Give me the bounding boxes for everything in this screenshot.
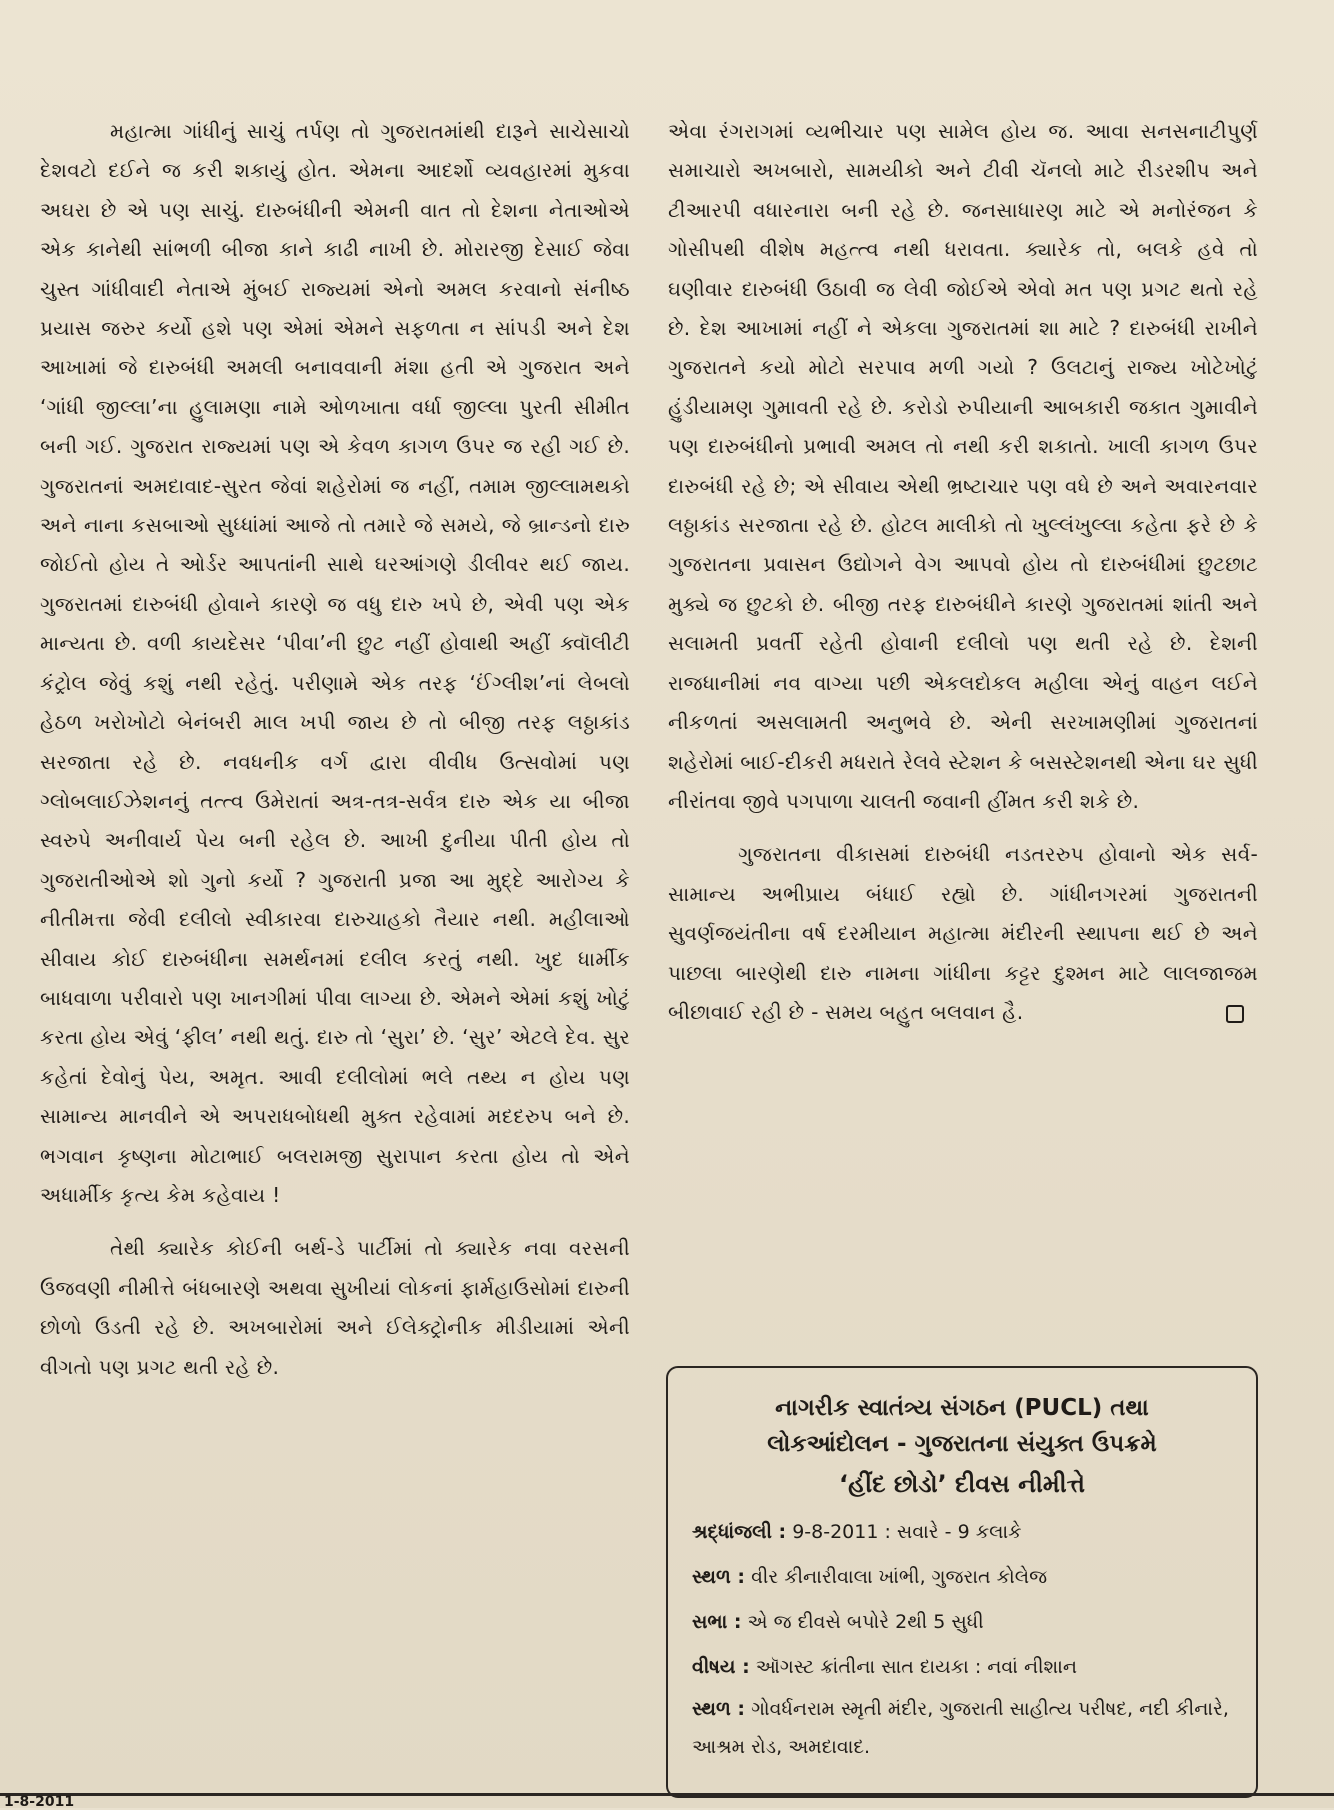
notice-value: 9-8-2011 : સવારે - 9 કલાકે [792, 1521, 1022, 1543]
notice-heading: લોકઆંદોલન - ગુજરાતના સંયુક્ત ઉપક્રમે [767, 1431, 1157, 1457]
notice-value: વીર કીનારીવાલા ખાંભી, ગુજરાત કોલેજ [751, 1566, 1048, 1588]
notice-label: સભા : [692, 1611, 742, 1633]
notice-row [692, 1510, 1232, 1555]
event-notice-box [666, 1366, 1258, 1798]
notice-row [692, 1555, 1232, 1600]
left-column [40, 112, 630, 1387]
notice-subheading: ‘હીંદ છોડો’ દીવસ નીમીત્તે [839, 1470, 1085, 1498]
notice-value: એ જ દીવસે બપોરે 2થી 5 સુધી [747, 1611, 984, 1633]
footer-divider [0, 1793, 1334, 1796]
footer-date: 1-8-2011 [4, 1794, 75, 1810]
end-of-article-icon [1226, 1005, 1244, 1023]
notice-label: વીષય : [692, 1656, 750, 1678]
notice-value: ઑગસ્ટ ક્રાંતીના સાત દાયકા : નવાં નીશાન [755, 1656, 1078, 1678]
notice-row [692, 1645, 1232, 1690]
notice-heading: નાગરીક સ્વાતંત્ર્ય સંગઠન (PUCL) તથા [775, 1395, 1149, 1421]
notice-label: શ્રદ્ધાંજલી : [692, 1521, 787, 1543]
notice-label: સ્થળ : [692, 1698, 746, 1720]
right-column [668, 112, 1258, 1032]
notice-row [692, 1690, 1232, 1766]
notice-label: સ્થળ : [692, 1566, 746, 1588]
article-paragraph: તેથી ક્યારેક કોઈની બર્થ-ડે પાર્ટીમાં તો ક્યારેક નવા વરસની ઉજવણી નીમીત્તે બંધબારણે અથવા સુખીયાં લોકનાં ફાર્મહાઉસોમાં દારુની છોળો ઉડતી રહે છે. અખબારોમાં અને ઈલેક્ટ્રોનીક મીડીયામાં એની વીગતો પણ પ્રગટ થતી રહે છે. [40, 1236, 630, 1379]
article-paragraph: એવા રંગરાગમાં વ્યભીચાર પણ સામેલ હોય જ. આવા સનસનાટીપુર્ણ સમાચારો અખબારો, સામયીકો અને ટીવી ચૅનલો માટે રીડરશીપ અને ટીઆરપી વધારનારા બની રહે છે. જનસાધારણ માટે એ મનોરંજન કે ગોસીપથી વીશેષ મહત્ત્વ નથી ધરાવતા. ક્યારેક તો, બલકે હવે તો ઘણીવાર દારુબંધી ઉઠાવી જ લેવી જોઈએ એવો મત પણ પ્રગટ થતો રહે છે. દેશ આખામાં નહીં ને એકલા ગુજરાતમાં શા માટે ? દારુબંધી રાખીને ગુજરાતને કયો મોટો સરપાવ મળી ગયો ? ઉલટાનું રાજ્ય ખોટેખોટું હુંડીયામણ ગુમાવતી રહે છે. કરોડો રુપીયાની આબકારી જકાત ગુમાવીને પણ દારુબંધીનો પ્રભાવી અમલ તો નથી કરી શકાતો. ખાલી કાગળ ઉપર દારુબંધી રહે છે; એ સીવાય એથી ભ્રષ્ટાચાર પણ વધે છે અને અવારનવાર લઠ્ઠાકાંડ સરજાતા રહે છે. હોટલ માલીકો તો ખુલ્લંખુલ્લા કહેતા ફરે છે કે ગુજરાતના પ્રવાસન ઉદ્યોગને વેગ આપવો હોય તો દારુબંધીમાં છુટછાટ મુક્યે જ છુટકો છે. બીજી તરફ દારુબંધીને કારણે ગુજરાતમાં શાંતી અને સલામતી પ્રવર્તી રહેતી હોવાની દલીલો પણ થતી રહે છે. દેશની રાજધાનીમાં નવ વાગ્યા પછી એકલદોકલ મહીલા એનું વાહન લઈને નીકળતાં અસલામતી અનુભવે છે. એની સરખામણીમાં ગુજરાતનાં શહેરોમાં બાઈ-દીકરી મધરાતે રેલવે સ્ટેશન કે બસસ્ટેશનથી એના ઘર સુધી નીરાંતવા જીવે પગપાળા ચાલતી જવાની હીંમત કરી શકે છે. [668, 119, 1258, 813]
closing-text: ગુજરાતના વીકાસમાં દારુબંધી નડતરરુપ હોવાનો એક સર્વ-સામાન્ય અભીપ્રાય બંધાઈ રહ્યો છે. ગાંધીનગરમાં ગુજરાતની સુવર્ણજયંતીના વર્ષ દરમીયાન મહાત્મા મંદીરની સ્થાપના થઈ છે અને પાછલા બારણેથી દારુ નામના ગાંધીના કટ્ટર દુશ્મન માટે લાલજાજમ બીછાવાઈ રહી છે - સમય બહુત બલવાન હૈ. [668, 842, 1258, 1024]
notice-row [692, 1600, 1232, 1645]
article-paragraph: મહાત્મા ગાંધીનું સાચું તર્પણ તો ગુજરાતમાંથી દારૂને સાચેસાચો દેશવટો દઈને જ કરી શકાયું હોત. એમના આદર્શો વ્યવહારમાં મુકવા અઘરા છે એ પણ સાચું. દારુબંધીની એમની વાત તો દેશના નેતાઓએ એક કાનેથી સાંભળી બીજા કાને કાઢી નાખી છે. મોરારજી દેસાઈ જેવા ચુસ્ત ગાંધીવાદી નેતાએ મુંબઈ રાજ્યમાં એનો અમલ કરવાનો સંનીષ્ઠ પ્રયાસ જરુર કર્યો હશે પણ એમાં એમને સફળતા ન સાંપડી અને દેશ આખામાં જે દારુબંધી અમલી બનાવવાની મંશા હતી એ ગુજરાત અને ‘ગાંધી જીલ્લા’ના હુલામણા નામે ઓળખાતા વર્ધા જીલ્લા પુરતી સીમીત બની ગઈ. ગુજરાત રાજ્યમાં પણ એ કેવળ કાગળ ઉપર જ રહી ગઈ છે. ગુજરાતનાં અમદાવાદ-સુરત જેવાં શહેરોમાં જ નહીં, તમામ જીલ્લામથકો અને નાના કસબાઓ સુધ્ધાંમાં આજે તો તમારે જે સમયે, જે બ્રાન્ડનો દારુ જોઈતો હોય તે ઓર્ડર આપતાંની સાથે ઘરઆંગણે ડીલીવર થઈ જાય. ગુજરાતમાં દારુબંધી હોવાને કારણે જ વધુ દારુ ખપે છે, એવી પણ એક માન્યતા છે. વળી કાયદેસર ‘પીવા’ની છુટ નહીં હોવાથી અહીં ક્વૉલીટી કંટ્રોલ જેવું કશું નથી રહેતું. પરીણામે એક તરફ ‘ઈંગ્લીશ’નાં લેબલો હેઠળ ખરોખોટો બેનંબરી માલ ખપી જાય છે તો બીજી તરફ લઠ્ઠાકાંડ સરજાતા રહે છે. નવધનીક વર્ગ દ્વારા વીવીધ ઉત્સવોમાં પણ ગ્લોબલાઈઝેશનનું તત્ત્વ ઉમેરાતાં અત્ર-તત્ર-સર્વત્ર દારુ એક યા બીજા સ્વરુપે અનીવાર્ય પેય બની રહેલ છે. આખી દુનીયા પીતી હોય તો ગુજરાતીઓએ શો ગુનો કર્યો ? ગુજરાતી પ્રજા આ મુદ્દે આરોગ્ય કે નીતીમત્તા જેવી દલીલો સ્વીકારવા દારુચાહકો તૈયાર નથી. મહીલાઓ સીવાય કોઈ દારુબંધીના સમર્થનમાં દલીલ કરતું નથી. ખુદ ધાર્મીક બાધવાળા પરીવારો પણ ખાનગીમાં પીવા લાગ્યા છે. એમને એમાં કશું ખોટું કરતા હોય એવું ‘ફીલ’ નથી થતું. દારુ તો ‘સુરા’ છે. ‘સુર’ એટલે દેવ. સુર કહેતાં દેવોનું પેય, અમૃત. આવી દલીલોમાં ભલે તથ્ય ન હોય પણ સામાન્ય માનવીને એ અપરાધબોધથી મુક્ત રહેવામાં મદદરુપ બને છે. ભગવાન કૃષ્ણના મોટાભાઈ બલરામજી સુરાપાન કરતા હોય તો એને અધાર્મીક કૃત્ય કેમ કહેવાય ! [40, 119, 631, 1207]
notice-value: ગોવર્ધનરામ સ્મૃતી મંદીર, ગુજરાતી સાહીત્ય પરીષદ, નદી કીનારે, આશ્રમ રોડ, અમદાવાદ. [692, 1698, 1229, 1758]
article-paragraph [668, 835, 1258, 1032]
